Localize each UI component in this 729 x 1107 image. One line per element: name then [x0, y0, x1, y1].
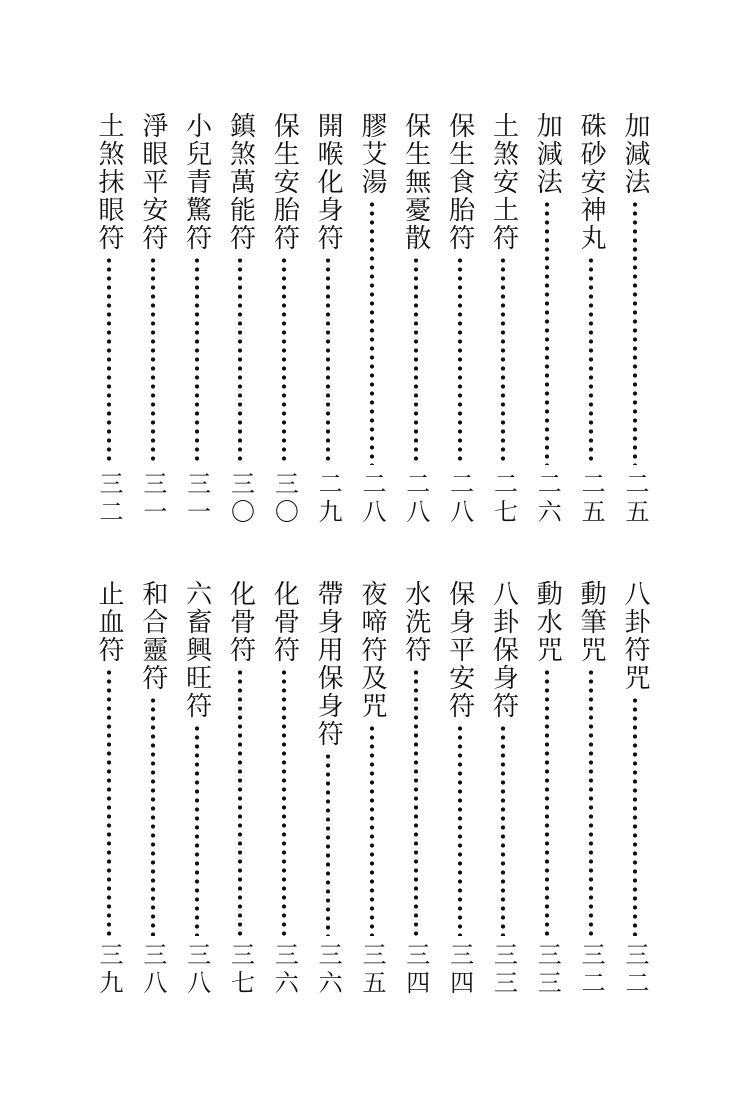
toc-entry-page: 二九 — [314, 471, 343, 527]
toc-entry[interactable] — [311, 580, 345, 998]
toc-entry-title: 夜啼符及咒 — [356, 580, 387, 720]
toc-entry-title: 六畜興旺符 — [181, 580, 212, 720]
toc-entry-title: 止血符 — [94, 580, 124, 664]
toc-entry-title: 開喉化身符 — [313, 112, 344, 252]
toc-entry-page: 二七 — [489, 471, 518, 527]
toc-entry[interactable] — [136, 112, 170, 527]
toc-dot-leader — [150, 696, 156, 936]
toc-dot-leader — [194, 256, 200, 465]
toc-entry-page: 三二 — [620, 942, 649, 998]
toc-entry[interactable] — [618, 580, 652, 998]
toc-entry-title: 化骨符 — [269, 580, 300, 664]
toc-entry-page: 三六 — [270, 942, 299, 998]
toc-entry-page: 三八 — [182, 942, 211, 998]
toc-entry[interactable] — [180, 580, 214, 998]
toc-dot-leader — [588, 256, 594, 465]
toc-entry[interactable] — [574, 580, 608, 998]
toc-entry-page: 三一 — [138, 471, 167, 527]
toc-entry-page: 三六 — [314, 942, 343, 998]
toc-entry[interactable] — [92, 112, 126, 527]
toc-dot-leader — [106, 256, 112, 465]
toc-dot-leader — [150, 256, 156, 465]
toc-entry-title: 水洗符 — [400, 580, 431, 664]
toc-entry[interactable] — [223, 580, 257, 998]
toc-entry[interactable] — [355, 112, 389, 527]
toc-entry-page: 二五 — [620, 471, 649, 527]
toc-entry-page: 三九 — [95, 942, 123, 998]
toc-entry-title: 加減法 — [532, 112, 563, 196]
toc-dot-leader — [369, 724, 375, 936]
toc-block-top — [92, 112, 652, 527]
toc-dot-leader — [413, 668, 419, 936]
toc-entry[interactable] — [180, 112, 214, 527]
toc-entry-title: 化骨符 — [225, 580, 256, 664]
toc-entry[interactable] — [311, 112, 345, 527]
toc-entry[interactable] — [355, 580, 389, 998]
toc-dot-leader — [632, 696, 638, 936]
toc-entry[interactable] — [443, 112, 477, 527]
toc-dot-leader — [281, 668, 287, 936]
toc-entry[interactable] — [136, 580, 170, 998]
toc-entry-title: 膠艾湯 — [356, 112, 387, 196]
toc-entry-page: 三八 — [138, 942, 167, 998]
toc-entry-page: 二五 — [577, 471, 606, 527]
toc-entry-title: 動水咒 — [532, 580, 563, 664]
toc-entry-title: 和合靈符 — [137, 580, 168, 692]
toc-entry[interactable] — [486, 580, 520, 998]
toc-dot-leader — [106, 668, 112, 936]
toc-entry[interactable] — [486, 112, 520, 527]
toc-entry[interactable] — [443, 580, 477, 998]
toc-entry-title: 淨眼平安符 — [137, 112, 168, 252]
toc-entry-page: 二六 — [533, 471, 562, 527]
toc-entry-page: 三七 — [226, 942, 255, 998]
toc-entry[interactable] — [223, 112, 257, 527]
toc-entry-title: 鎮煞萬能符 — [225, 112, 256, 252]
toc-entry-page: 三四 — [401, 942, 430, 998]
toc-entry-page: 三〇 — [270, 471, 299, 527]
toc-dot-leader — [500, 724, 506, 936]
toc-entry-page: 三五 — [357, 942, 386, 998]
toc-dot-leader — [194, 724, 200, 936]
toc-entry-title: 八卦符咒 — [619, 580, 650, 692]
toc-entry-page: 二八 — [401, 471, 430, 527]
toc-entry[interactable] — [399, 112, 433, 527]
toc-entry-page: 三一 — [182, 471, 211, 527]
toc-dot-leader — [457, 256, 463, 465]
toc-dot-leader — [413, 256, 419, 465]
toc-entry-page: 三四 — [445, 942, 474, 998]
toc-dot-leader — [544, 668, 550, 936]
toc-entry-page: 二八 — [445, 471, 474, 527]
toc-entry[interactable] — [399, 580, 433, 998]
toc-entry[interactable] — [530, 580, 564, 998]
toc-entry-title: 保生安胎符 — [269, 112, 300, 252]
toc-entry-title: 土煞安土符 — [488, 112, 519, 252]
toc-dot-leader — [325, 256, 331, 465]
toc-entry[interactable] — [267, 580, 301, 998]
toc-entry-title: 帶身用保身符 — [313, 580, 344, 748]
toc-entry-title: 土煞抹眼符 — [94, 112, 124, 252]
toc-dot-leader — [325, 752, 331, 936]
toc-dot-leader — [500, 256, 506, 465]
toc-entry-page: 二八 — [357, 471, 386, 527]
toc-dot-leader — [588, 668, 594, 936]
toc-entry-title: 小兒青驚符 — [181, 112, 212, 252]
toc-dot-leader — [544, 200, 550, 465]
toc-dot-leader — [457, 724, 463, 936]
toc-dot-leader — [369, 200, 375, 465]
toc-entry-page: 三二 — [95, 471, 123, 527]
toc-entry-title: 保身平安符 — [444, 580, 475, 720]
toc-dot-leader — [632, 200, 638, 465]
toc-entry-page: 三三 — [533, 942, 562, 998]
toc-entry-title: 動筆咒 — [576, 580, 607, 664]
toc-block-bottom — [92, 580, 652, 998]
toc-entry-title: 保生食胎符 — [444, 112, 475, 252]
toc-entry-page: 三二 — [577, 942, 606, 998]
toc-entry[interactable] — [574, 112, 608, 527]
toc-entry-title: 八卦保身符 — [488, 580, 519, 720]
toc-entry-title: 硃砂安神丸 — [576, 112, 607, 252]
toc-entry-page: 三〇 — [226, 471, 255, 527]
toc-entry[interactable] — [92, 580, 126, 998]
toc-dot-leader — [237, 256, 243, 465]
toc-entry[interactable] — [530, 112, 564, 527]
toc-entry-page: 三三 — [489, 942, 518, 998]
toc-dot-leader — [237, 668, 243, 936]
toc-entry-title: 加減法 — [619, 112, 650, 196]
toc-entry[interactable] — [267, 112, 301, 527]
toc-dot-leader — [281, 256, 287, 465]
toc-entry[interactable] — [618, 112, 652, 527]
toc-entry-title: 保生無憂散 — [400, 112, 431, 252]
